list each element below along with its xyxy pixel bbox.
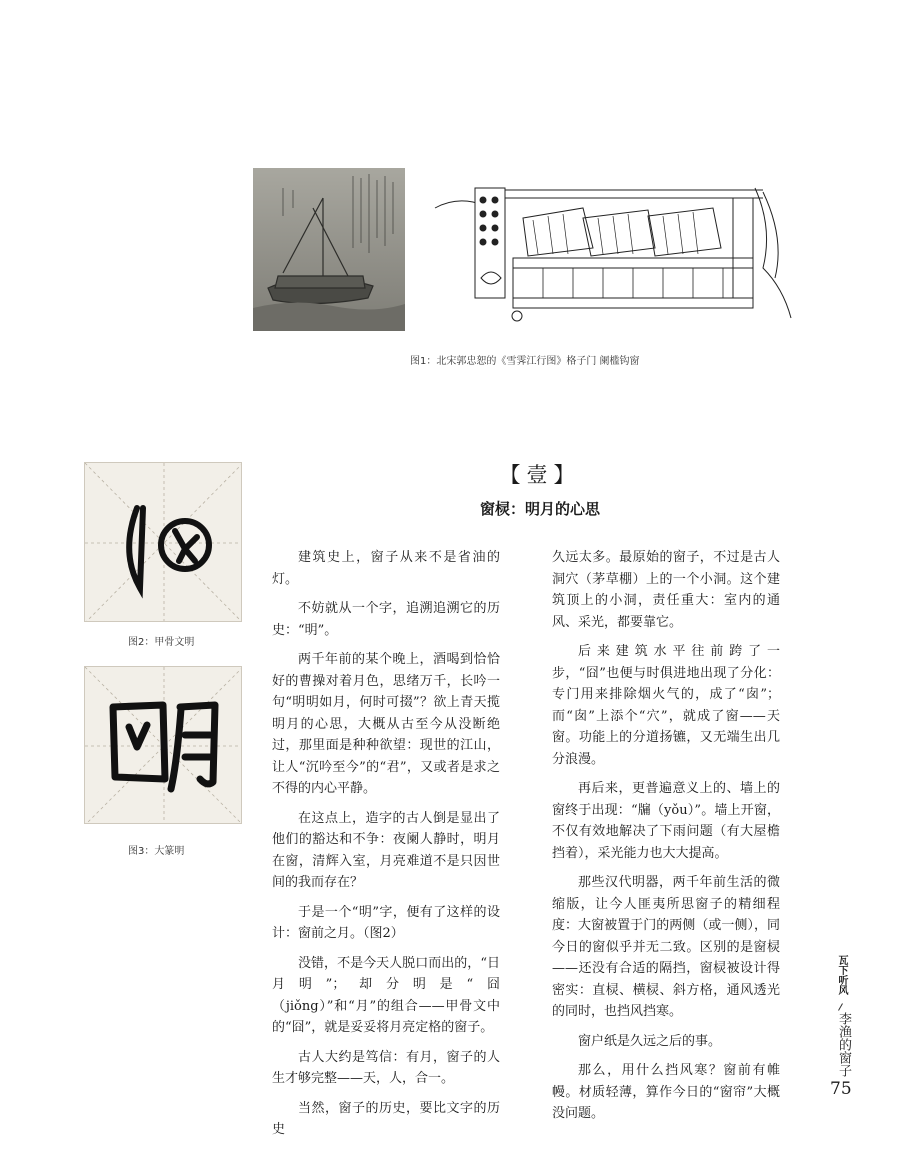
paragraph: 久远太多。最原始的窗子，不过是古人洞穴（茅草棚）上的一个小洞。这个建筑顶上的小洞，责任重大：室内的通风、采光，都要靠它。 [552, 550, 780, 630]
paragraph: 在这点上，造字的古人倒是显出了他们的豁达和不争：夜阑人静时，明月在窗，清辉入室，月亮难道不是只因世间的我而存在？ [272, 810, 500, 890]
paragraph: 两千年前的某个晚上，酒喝到恰恰好的曹操对着月色，思绪万千，长吟一句“明明如月，何时可掇”？欲上青天揽明月的心思，大概从古至今从没断绝过，那里面是种种欲望：现世的江山，让人“沉吟至今”的“君”，又或者是求之不得的内心平静。 [272, 652, 500, 796]
section-title: 窗棂：明月的心思 [479, 500, 600, 518]
running-head-title: 李渔的窗子 [836, 1012, 851, 1077]
lattice-window-illustration [433, 168, 793, 331]
paragraph: 建筑史上，窗子从来不是省油的灯。 [272, 550, 500, 587]
window-drawing [433, 168, 793, 331]
paragraph: 窗户纸是久远之后的事。 [578, 1033, 722, 1049]
paragraph: 当然，窗子的历史，要比文字的历史 [272, 1100, 500, 1137]
paragraph: 那些汉代明器，两千年前生活的微缩版，让今人匪夷所思窗子的精细程度：大窗被置于门的两侧（或一侧），同今日的窗似乎并无二致。区别的是窗棂——还没有合适的隔挡，窗棂被设计得密实：直棂、横棂、斜方格，通风透光的同时，也挡风挡寒。 [552, 875, 780, 1019]
paragraph: 再后来，更普遍意义上的、墙上的窗终于出现：“牖（yǒu）”。墙上开窗，不仅有效地解决了下雨问题（有大屋檐挡着），采光能力也大大提高。 [552, 781, 780, 861]
seal-ming-glyph [85, 667, 242, 824]
figure3-caption: 图3：大篆明 [128, 846, 185, 857]
text-column-1 [272, 547, 500, 1149]
text-column-2 [552, 547, 780, 1133]
oracle-ming-glyph [85, 463, 242, 622]
paragraph: 后来建筑水平往前跨了一步，“囧”也便与时俱进地出现了分化：专门用来排除烟火气的，成了“囱”；而“囱”上添个“穴”，就成了窗——天窗。功能上的分道扬镳，又无端生出几分浪漫。 [552, 644, 780, 767]
section-number: 【壹】 [499, 463, 581, 487]
running-head-column: 瓦下听风 [836, 955, 847, 995]
painting-image [253, 168, 405, 331]
figure2-caption: 图2：甲骨文明 [128, 637, 195, 648]
paragraph: 那么，用什么挡风寒？窗前有帷幔。材质轻薄，算作今日的“窗帘”大概没问题。 [552, 1063, 780, 1121]
paragraph: 没错，不是今天人脱口而出的，“日月明”；却分明是“囧（jiǒng）”和“月”的组合——甲骨文中的“囧”，就是妥妥将月亮定格的窗子。 [272, 955, 500, 1035]
seal-script-character-image [84, 666, 242, 824]
page-number: 75 [830, 1079, 852, 1099]
oracle-bone-character-image [84, 462, 242, 622]
figure1-caption: 图1：北宋郭忠恕的《雪霁江行图》格子门 阑槛钩窗 [410, 356, 640, 367]
running-head-divider [838, 1003, 843, 1010]
painting-illustration [253, 168, 405, 331]
paragraph: 古人大约是笃信：有月，窗子的人生才够完整——天，人，合一。 [272, 1049, 500, 1086]
paragraph: 于是一个“明”字，便有了这样的设计：窗前之月。（图2） [272, 904, 500, 941]
paragraph: 不妨就从一个字，追溯追溯它的历史：“明”。 [272, 601, 500, 638]
